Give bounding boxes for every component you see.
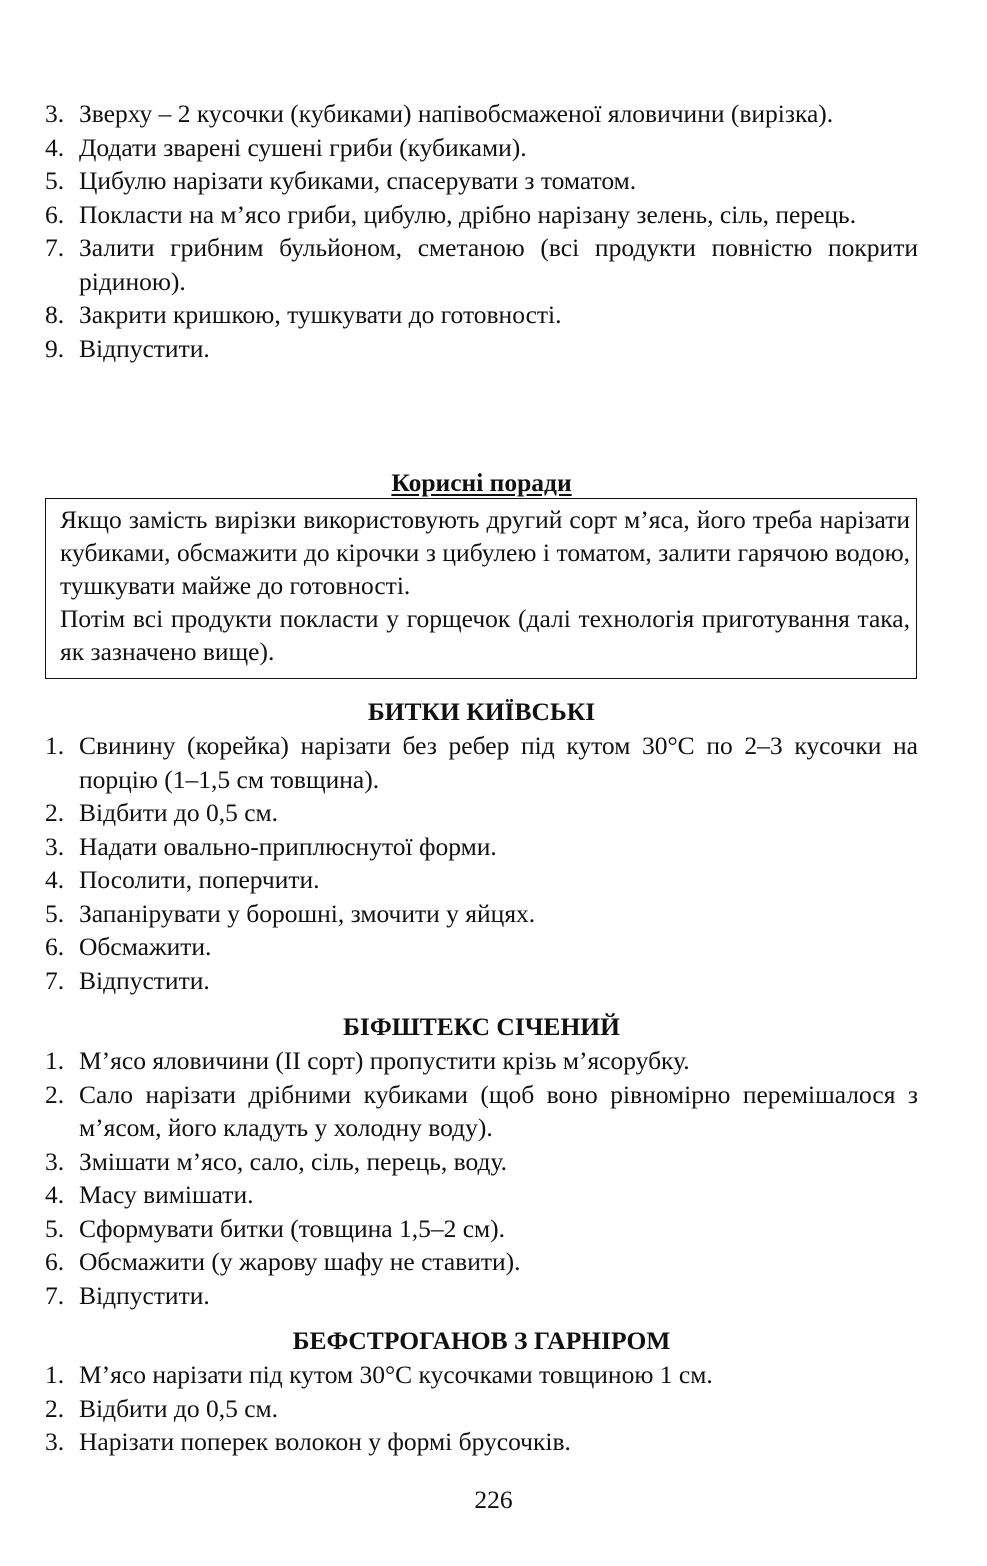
item-number: 3. [45, 831, 65, 861]
list-item [45, 863, 918, 897]
item-text: Відбити до 0,5 см. [79, 1393, 279, 1423]
item-text: Сало нарізати дрібними кубиками (щоб воно рівномірно перемішалося з м’ясом, його кладуть у холодну воду). [79, 1079, 918, 1142]
item-text: Обсмажити. [79, 932, 212, 961]
item-text: Цибулю нарізати кубиками, спасерувати з томатом. [79, 166, 637, 195]
list-item [45, 1245, 918, 1279]
item-number: 6. [45, 1247, 65, 1276]
tips-paragraph: Потім всі продукти покласти у горщечок (далі технологія приготування така, як зазначено вище). [60, 604, 910, 666]
recipe-section [45, 1010, 918, 1312]
item-text: Закрити кришкою, тушкувати до готовності. [79, 300, 562, 329]
item-number: 4. [45, 1180, 65, 1209]
item-text: Покласти на м’ясо гриби, цибулю, дрібно нарізану зелень, сіль, перець. [79, 199, 857, 229]
item-number: 1. [45, 731, 65, 760]
item-number: 2. [45, 1079, 65, 1109]
item-number: 3. [45, 1427, 65, 1456]
item-text: Надати овально-приплюснутої форми. [79, 831, 497, 861]
list-item [45, 97, 918, 131]
item-number: 1. [45, 1046, 65, 1075]
list-item [45, 1078, 918, 1145]
list-item [45, 198, 918, 232]
list-item [45, 1145, 918, 1179]
item-text: Залити грибним бульйоном, сметаною (всі продукти повністю покрити рідиною). [79, 233, 918, 296]
item-number: 2. [45, 1393, 65, 1423]
item-number: 4. [45, 132, 65, 162]
tips-box [45, 498, 917, 679]
recipe-section [45, 1324, 918, 1459]
page-number: 226 [474, 1485, 513, 1514]
item-number: 7. [45, 1280, 65, 1310]
tips-paragraph: Якщо замість вирізки використовують другий сорт м’яса, його треба нарізати кубиками, обсмажити до кірочки з цибулею і томатом, залити гарячою водою, тушкувати майже до готовності. [60, 505, 910, 600]
recipe-title: БІФШТЕКС СІЧЕНИЙ [343, 1012, 620, 1041]
list-item [45, 164, 918, 198]
item-number: 7. [45, 965, 65, 995]
list-item [45, 1358, 918, 1392]
list-item [45, 930, 918, 964]
item-number: 8. [45, 300, 65, 329]
recipe-section [45, 695, 918, 997]
item-number: 3. [45, 99, 65, 128]
list-item [45, 231, 918, 298]
list-item [45, 1178, 918, 1212]
tips-title-text: Корисні поради [391, 468, 572, 497]
item-text: Масу вимішати. [79, 1180, 254, 1209]
list-item [45, 729, 918, 796]
list-item [45, 1425, 918, 1459]
item-number: 6. [45, 199, 65, 229]
list-item [45, 131, 918, 165]
item-number: 3. [45, 1146, 65, 1176]
item-text: Відпустити. [79, 1280, 210, 1310]
list-item [45, 964, 918, 998]
item-number: 7. [45, 233, 65, 262]
item-text: Відпустити. [79, 333, 210, 363]
item-number: 5. [45, 1213, 65, 1243]
recipe-title: БИТКИ КИЇВСЬКІ [367, 697, 596, 726]
item-text: Зверху – 2 кусочки (кубиками) напівобсмаженої яловичини (вирізка). [79, 99, 834, 128]
item-text: Свинину (корейка) нарізати без ребер під кутом 30°С по 2–3 кусочки на порцію (1–1,5 см товщина). [79, 731, 918, 794]
item-text: Запанірувати у борошні, змочити у яйцях. [79, 898, 536, 928]
list-item [45, 830, 918, 864]
list-item [45, 1044, 918, 1078]
list-item [45, 897, 918, 931]
item-text: Нарізати поперек волокон у формі брусочків. [79, 1427, 571, 1456]
item-text: Обсмажити (у жарову шафу не ставити). [79, 1247, 521, 1276]
list-item [45, 332, 918, 366]
recipe-title: БЕФСТРОГАНОВ З ГАРНІРОМ [292, 1326, 671, 1355]
list-item [45, 1392, 918, 1426]
item-text: М’ясо нарізати під кутом 30°С кусочками товщиною 1 см. [79, 1360, 713, 1389]
item-text: Відпустити. [79, 965, 210, 995]
item-text: М’ясо яловичини (ІІ сорт) пропустити крізь м’ясорубку. [79, 1046, 690, 1075]
list-item [45, 1279, 918, 1313]
list-item [45, 298, 918, 332]
item-text: Сформувати битки (товщина 1,5–2 см). [79, 1213, 506, 1243]
item-number: 5. [45, 166, 65, 195]
steps-list-continued [45, 97, 918, 365]
item-number: 4. [45, 865, 65, 894]
list-item [45, 796, 918, 830]
item-text: Додати зварені сушені гриби (кубиками). [79, 132, 527, 162]
tips-title [45, 468, 918, 498]
item-number: 1. [45, 1360, 65, 1389]
item-number: 2. [45, 798, 65, 827]
item-number: 5. [45, 898, 65, 928]
item-text: Змішати м’ясо, сало, сіль, перець, воду. [79, 1146, 508, 1176]
list-item [45, 1212, 918, 1246]
item-text: Відбити до 0,5 см. [79, 798, 279, 827]
item-number: 9. [45, 333, 65, 363]
item-number: 6. [45, 932, 65, 961]
item-text: Посолити, поперчити. [79, 865, 320, 894]
